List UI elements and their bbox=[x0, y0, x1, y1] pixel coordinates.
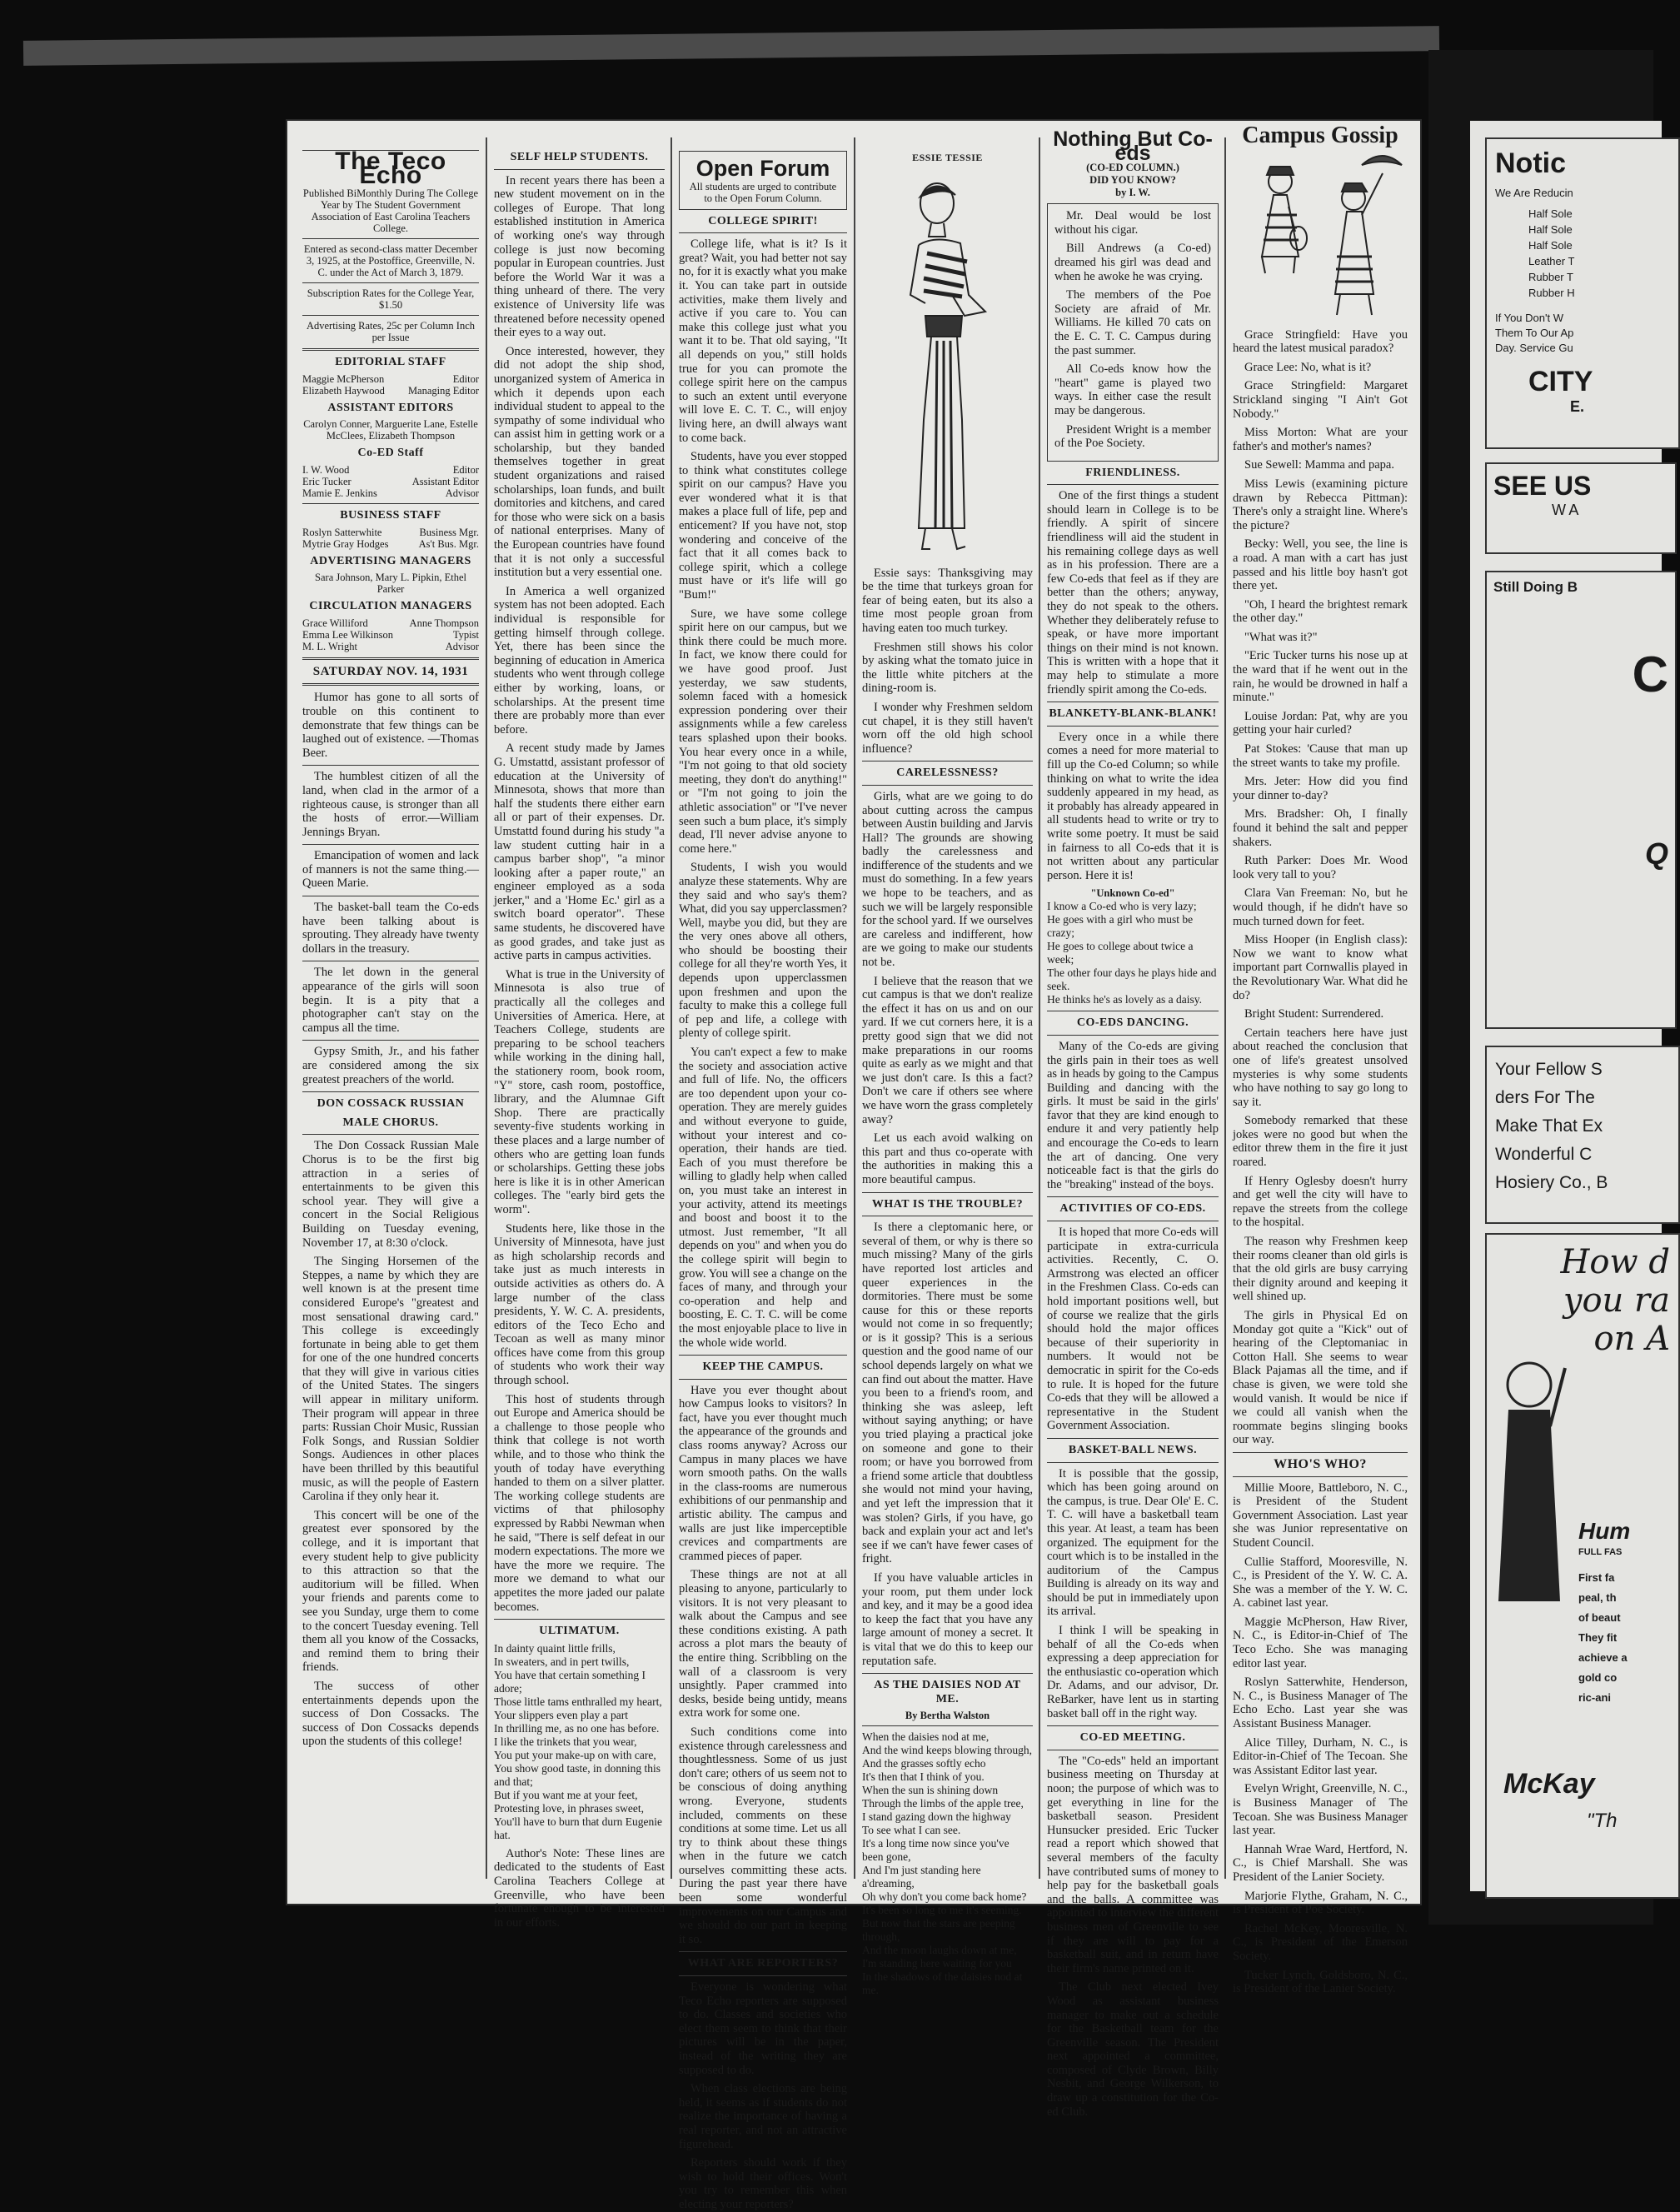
news-brief: The basket-ball team the Co-eds have been talking about is sprouting. They already have twenty dollars in the treasury. bbox=[302, 901, 479, 956]
divider bbox=[302, 282, 479, 283]
article-paragraph: What is true in the University of Minnesota is also true of practically all the colleges and Universities of America. Here, at Teachers College, students are preparing to be school teachers while working in the dining hall, the stationery room, book room, "Y" store, cash room, postoffice, library, and the Alumnae Gift Shop. There are practically seventy-five students working in these places and a large number of others who are getting loan funds or scholarships. Getting these jobs here is like it is in other American colleges. The "early bird gets the worm". bbox=[494, 967, 665, 1216]
two-women-gossiping-icon bbox=[1237, 148, 1403, 323]
divider bbox=[679, 1379, 847, 1380]
ad-line: Your Fellow S bbox=[1495, 1060, 1603, 1079]
gossip-illustration bbox=[1233, 148, 1408, 323]
article-paragraph: One of the first things a student should learn in College is to be friendly. A spirit of sincere friendliness will aid the student in his remaining college days as well as in his profession. There are a few Co-eds that feel as if they are better than the others; anyway, they do not speak to the others. Whether they deliberately refuse to speak, or have more important things on their mind is not known. This is written with a hope that it may help to stimulate a more friendly spirit among the Co-eds. bbox=[1047, 489, 1219, 697]
ad-lines bbox=[1495, 1243, 1670, 1358]
article-headline: SELF HELP STUDENTS. bbox=[510, 151, 649, 163]
masthead-published: Published BiMonthly During The College Year by The Student Government Association of East Carolina Teachers College. bbox=[302, 187, 479, 235]
divider bbox=[302, 315, 479, 316]
ad-item: Rubber H bbox=[1528, 287, 1575, 299]
section-title: Open Forum bbox=[695, 156, 830, 181]
still-doing-ad bbox=[1485, 571, 1677, 1029]
article-paragraph: When class elections are being held, it seems as if students do not realize the importance of having a real reporter, and not an attractive figurehead. bbox=[679, 2082, 847, 2151]
assistant-editors: Carolyn Conner, Marguerite Lane, Estelle McClees, Elizabeth Thompson bbox=[303, 418, 478, 442]
divider bbox=[302, 348, 479, 351]
article-paragraph: In America a well organized system has not been adopted. Each individual is responsible for getting himself through college. Yet, there has been since the beginning of education in America students who went through college either by working, loans, or scholarships. At the present time there are probably more than ever before. bbox=[494, 584, 665, 737]
ad-line: ders For The bbox=[1495, 1088, 1595, 1107]
section-title: Campus Gossip bbox=[1242, 122, 1398, 148]
ad-line: gold co bbox=[1578, 1671, 1618, 1684]
article-paragraph: Is there a cleptomanic here, or several of them, or why is there so much missing? Many of the girls have reported lost articles and queer experiences in the dormitories. There must be some cause for this or these reports would not come in so frequently; or is it gossip? This is a serious question and the good name of our school depends largely on what we can find out about the matter. Have you been to a friend's room, and thinking she was asleep, left without saying anything; or have you tried playing a practical joke on someone and gone to their room; or have you borrowed from a friend some article that doubtless she would not mind your having, and yet left the impression that it was stolen? Girls, if you have, go back and explain your act and let's see if we can't have fewer cases of fright. bbox=[862, 1221, 1033, 1566]
poem-line: To see what I can see. bbox=[862, 1824, 961, 1837]
staff-row: Grace Williford Anne Thompson bbox=[302, 617, 479, 629]
whos-who-entry: Millie Moore, Battleboro, N. C., is President of the Student Government Association. Last year she was Junior representative on Student Council. bbox=[1233, 1480, 1408, 1550]
divider bbox=[1047, 1196, 1219, 1197]
divider bbox=[679, 1975, 847, 1976]
gossip-item: "What was it?" bbox=[1244, 630, 1318, 644]
column-paragraph: The members of the Poe Society are afraid of Mr. Williams. He killed 70 cats on the E. C. T. C. Campus during the past summer. bbox=[1054, 288, 1211, 357]
article-paragraph: Once interested, however, they did not adopt the ship shod, unorganized system of America in which it depends upon each individual student to appeal to the sympathy of some individual who can assist him in getting work or a scholarship, but they banded themselves together in great student organizations and raised scholarships, loan funds, and built domitories and kitchens, and cared for those who were sick on a basis of national enterprises. Many of the European countries have found that it is not only a successful institution but a very essential one. bbox=[494, 344, 665, 580]
poem-line: You show good taste, in donning this and that; bbox=[494, 1761, 661, 1788]
gossip-item: Bright Student: Surrendered. bbox=[1244, 1007, 1384, 1021]
quote: Humor has gone to all sorts of trouble on this continent to demonstrate that few things can be laughed out of existence. —Thomas Beer. bbox=[302, 691, 479, 760]
quote: The humblest citizen of all the land, when clad in the armor of a righteous cause, is stronger than all the hosts of error.—William Jennings Bryan. bbox=[302, 770, 479, 839]
divider bbox=[302, 1134, 479, 1135]
poem-line: And the wind keeps blowing through, bbox=[862, 1744, 1032, 1757]
article-paragraph: Students, I wish you would analyze these statements. Why are they said and who say's them? What, did you say upperclassmen? Well, maybe you did, but they are the very ones above all others, who should be boosting their college for all they're worth Yes, it depends upon upperclassmen upon freshmen and upon the faculty to make this a college full of pep and life, a college with plenty of college spirit. bbox=[679, 861, 847, 1041]
ad-tail bbox=[1495, 311, 1670, 356]
teacher-figure-icon bbox=[1492, 1351, 1567, 1601]
ad-item: Leather T bbox=[1528, 255, 1575, 267]
section-title: Nothing But Co-eds bbox=[1053, 127, 1213, 165]
ad-letter: C bbox=[1632, 647, 1668, 702]
poem-lines bbox=[494, 1642, 665, 1842]
poem-byline: By Bertha Walston bbox=[905, 1710, 990, 1722]
divider bbox=[679, 1355, 847, 1356]
gossip-item: The girls in Physical Ed on Monday got quite a "Kick" out of hearing of the Cleptomaniac in Cotton Hall. She seems to wear Black Pajamas all the time, and if chase is given, we were told she would vanish. It would be nice if we could all vanish when the roommate begins slinging books our way. bbox=[1233, 1309, 1408, 1447]
article-paragraph: Every once in a while there comes a need for more material to fill up the Co-ed Column; so while thinking on what to write the idea suddenly appeared in my head, as it probably has already appeared in all students head to write or try to write some poetry. It must be said in fairness to all Co-eds that it is not written about any particular person. Here it is! bbox=[1047, 730, 1219, 882]
poem-line: But if you want me at your feet, bbox=[494, 1788, 638, 1801]
quote: Emancipation of women and lack of manners is not the same thing.—Queen Marie. bbox=[302, 849, 479, 891]
hosiery-ad bbox=[1485, 1046, 1680, 1224]
whos-who-entry: Alice Tilley, Durham, N. C., is Editor-in-Chief of The Tecoan. She was Assistant Editor last year. bbox=[1233, 1735, 1408, 1777]
divider bbox=[1047, 726, 1219, 727]
ad-line: Wonderful C bbox=[1495, 1145, 1593, 1164]
poem-line: In sweaters, and in pert twills, bbox=[494, 1655, 630, 1668]
article-paragraph: Many of the Co-eds are giving the girls pain in their toes as well as in heads by going to the Campus Building and dancing with the girls. It must be said in the girls' favor that they are kind enough to endure it and very patiently help and encourage the Co-eds to learn the art of dancing. One very noticeable fact is that the girls do the "breaking" instead of the boys. bbox=[1047, 1039, 1219, 1191]
poem-line: But now that the stars are peeping through, bbox=[862, 1917, 1015, 1944]
gossip-item: Louise Jordan: Pat, why are you getting your hair curled? bbox=[1233, 709, 1408, 737]
column-rule bbox=[854, 137, 855, 1879]
whos-who-entry: Marjorie Flythe, Graham, N. C., is President of Poe Society. bbox=[1233, 1889, 1408, 1917]
column-paragraph: All Co-eds know how the "heart" game is played two ways. In either case the result may be dangerous. bbox=[1054, 362, 1211, 417]
masthead-entered: Entered as second-class matter December 3, 1925, at the Postoffice, Greenville, N. C. under the Act of March 3, 1879. bbox=[303, 243, 478, 279]
poem-title: AS THE DAISIES NOD AT ME. bbox=[874, 1679, 1021, 1705]
divider bbox=[1233, 1476, 1408, 1477]
gossip-item: Becky: Well, you see, the line is a road. A man with a cart has just passed and his little boy hasn't got there yet. bbox=[1233, 537, 1408, 593]
article-paragraph: In recent years there has been a new student movement on in the colleges of Europe. That long established institution in America of working one's way through college is just now becoming popular in European countries. Just before the World War it was a thing unheard of there. The very existence of University life was threatened before necessity opened their eyes to a way out. bbox=[494, 173, 665, 340]
divider bbox=[1047, 1035, 1219, 1036]
divider bbox=[1233, 1452, 1408, 1453]
open-forum-box bbox=[679, 151, 847, 210]
article-headline: WHAT ARE REPORTERS? bbox=[687, 1957, 839, 1970]
coed-staff-heading: Co-ED Staff bbox=[357, 447, 424, 460]
poem-line: It's then that I think of you. bbox=[862, 1770, 985, 1784]
whos-who-entry: Tucker Lynch, Goldsboro, N. C., is President of the Lanier Society. bbox=[1233, 1968, 1408, 1996]
gossip-item: Miss Hooper (in English class): Now we want to know what important part Cornwallis played in the Revolutionary War. What did he do? bbox=[1233, 933, 1408, 1002]
poem-line: It's been so long to me it's seeming. bbox=[862, 1904, 1022, 1917]
article-headline: ACTIVITIES OF CO-EDS. bbox=[1059, 1202, 1206, 1216]
article-headline: BLANKETY-BLANK-BLANK! bbox=[1049, 707, 1217, 721]
article-paragraph: Reporters should work if they wish to hold their offices. Won't you try to remember this when electing your reporters? bbox=[679, 2156, 847, 2211]
article-paragraph: Have you ever thought about how Campus looks to visitors? In fact, have you ever thought much the appearance of the grounds and class rooms anyway? Across our Campus in many places we have worn smooth paths. On the walls in the class-rooms are numerous exhibitions of our penmanship and artistic ability. The campus and walls are just like imperceptible crevices and compartments are crammed pieces of paper. bbox=[679, 1383, 847, 1563]
mckay-ad bbox=[1485, 1233, 1680, 1899]
poem-line: I stand gazing down the highway bbox=[862, 1810, 1011, 1824]
staff-row: Maggie McPherson Editor bbox=[302, 372, 479, 385]
ad-line: They fit bbox=[1578, 1631, 1618, 1644]
woman-figure-icon bbox=[885, 170, 1010, 562]
ad-line: peal, th bbox=[1578, 1591, 1617, 1604]
article-paragraph: This concert will be one of the greatest ever sponsored by the college, and it is important that every student help to give publicity to this attraction so that the auditorium will be filled. When your friends and parents come to see you Sunday, urge them to come to the concert Tuesday evening. Tell them all you know of the Cossacks, and remind them to bring their friends. bbox=[302, 1508, 479, 1675]
ad-title: SEE US bbox=[1493, 471, 1592, 501]
column-paragraph: Bill Andrews (a Co-ed) dreamed his girl was dead and when he awoke he was crying. bbox=[1054, 242, 1211, 283]
ad-lines bbox=[1578, 1568, 1628, 1708]
article-headline: CO-EDS DANCING. bbox=[1076, 1016, 1189, 1030]
divider bbox=[862, 1673, 1033, 1674]
illustration-caption: ESSIE TESSIE bbox=[912, 152, 983, 163]
poem-line: He goes with a girl who must be crazy; bbox=[1047, 913, 1194, 940]
article-paragraph: If you have valuable articles in your room, put them under lock and key, and it may be a good idea to keep the fact that you have any large amount of money a secret. It is vital that we do this to keep our reputation safe. bbox=[862, 1570, 1033, 1668]
ad-line: Them To Our Ap bbox=[1495, 327, 1574, 339]
gossip-item: Mrs. Jeter: How did you find your dinner to-day? bbox=[1233, 775, 1408, 802]
ad-city-sub: E. bbox=[1570, 398, 1585, 415]
poem-line: He thinks he's as lovely as a daisy. bbox=[1047, 993, 1203, 1006]
poem-line: Through the limbs of the apple tree, bbox=[862, 1797, 1024, 1810]
poem-line: Those little tams enthralled my heart, bbox=[494, 1695, 662, 1708]
gossip-item: Certain teachers here have just about reached the conclusion that one of life's greatest unsolved mysteries is why some students who have nothing to say go long to say it. bbox=[1233, 1026, 1408, 1109]
divider bbox=[862, 1192, 1033, 1193]
staff-row: Mamie E. Jenkins Advisor bbox=[302, 487, 479, 499]
ad-line: achieve a bbox=[1578, 1651, 1628, 1664]
ad-tagline: "Th bbox=[1587, 1810, 1618, 1832]
did-you-know-box bbox=[1047, 203, 1219, 462]
business-staff-heading: BUSINESS STAFF bbox=[340, 508, 441, 522]
article-paragraph: The success of other entertainments depends upon the success of Don Cossacks. The success of Don Cossacks depends upon the students of this college! bbox=[302, 1679, 479, 1749]
ad-tagline: FULL FAS bbox=[1578, 1547, 1623, 1557]
ad-line: of beaut bbox=[1578, 1611, 1621, 1624]
divider bbox=[494, 1619, 665, 1620]
article-paragraph: These things are not at all pleasing to anyone, particularly to visitors. It is not very pleasant to walk about the Campus and see these conditions existing. A path across a plot mars the beauty of the entire thing. Scribbling on the wall of a classroom is very unsightly. Paper crammed into desks, beside being untidy, means extra work for some one. bbox=[679, 1568, 847, 1720]
poem-line: In the shadows of the daisies nod at me. bbox=[862, 1970, 1023, 1997]
divider bbox=[302, 503, 479, 504]
divider bbox=[302, 1040, 479, 1041]
section-byline: by I. W. bbox=[1115, 187, 1150, 199]
column-rule bbox=[671, 137, 672, 1879]
staff-row: M. L. Wright Advisor bbox=[302, 640, 479, 652]
section-subtitle: (CO-ED COLUMN.) bbox=[1086, 162, 1179, 174]
ad-line: on A bbox=[1593, 1320, 1670, 1358]
poem-line: He goes to college about twice a week; bbox=[1047, 940, 1194, 966]
article-paragraph: I believe that the reason that we cut campus is that we don't realize the effect it has on us and on our yard. If we cut corners here, it is a pretty good sign that we did not make preparations in our rooms quite as early as we might and that we just don't care. Is this a fact? Don't we care if others see where we have worn the grass completely away? bbox=[862, 974, 1033, 1126]
gossip-item: Miss Lewis (examining picture drawn by Rebecca Pittman): There's only a straight line. Where's the picture? bbox=[1233, 477, 1408, 532]
column-self-help bbox=[494, 146, 665, 1930]
article-paragraph: Students, have you ever stopped to think what constitutes college spirit on our campus? Have you ever wondered what it is that makes a place full of life, pep and enticement? If you have not, stop wondering and conceive of the fact that it all comes back to college spirit, which a college must have or it's life will go "Bum!" bbox=[679, 450, 847, 602]
divider bbox=[302, 1091, 479, 1092]
staff-row: Elizabeth Haywood Managing Editor bbox=[302, 384, 479, 397]
gossip-list bbox=[1233, 328, 1408, 1447]
column-paragraph: President Wright is a member of the Poe Society. bbox=[1054, 422, 1211, 451]
divider bbox=[862, 1725, 1033, 1726]
newspaper-page bbox=[287, 121, 1420, 2211]
ad-brand: McKay bbox=[1503, 1768, 1595, 1800]
gossip-item: Ruth Parker: Does Mr. Wood look very tall to you? bbox=[1233, 854, 1408, 881]
ad-line: you ra bbox=[1563, 1281, 1670, 1320]
poem-line: When the daisies nod at me, bbox=[862, 1730, 990, 1744]
gossip-item: Grace Stringfield: Margaret Strickland singing "I Ain't Got Nobody." bbox=[1233, 379, 1408, 421]
ad-lines bbox=[1495, 1056, 1670, 1197]
whos-who-entry: Cullie Stafford, Mooresville, N. C., is President of the Y. W. C. A. She was a member of the Y. W. C. A. cabinet last year. bbox=[1233, 1555, 1408, 1610]
gossip-item: "Oh, I heard the brightest remark the other day." bbox=[1233, 597, 1408, 626]
ad-line: How d bbox=[1560, 1243, 1670, 1281]
column-masthead bbox=[302, 146, 479, 1887]
gossip-item: Pat Stokes: 'Cause that man up the street wants to take my profile. bbox=[1233, 742, 1408, 770]
gossip-item: If Henry Oglesby doesn't hurry and get well the city will have to repave the streets from the college to the hospital. bbox=[1233, 1174, 1408, 1230]
divider bbox=[302, 844, 479, 845]
article-paragraph: Sure, we have some college spirit here on our campus, but we think there could be much more. In fact, we know there could for we have good proof. Just yesterday, we saw students, solemn faced with a homesick expression pondering over their assignments while a few careless tears splashed upon their books. You hear every once in a while, "I'm not going to that old society meeting, they don't do anything!" or "I'm not going to join the athletic association" or "I've never seen such a bum place, it's simply dead, I'll never advise anyone to come here." bbox=[679, 607, 847, 856]
circulation-managers-heading: CIRCULATION MANAGERS bbox=[309, 600, 472, 613]
divider bbox=[302, 238, 479, 239]
see-us-ad bbox=[1485, 462, 1677, 554]
column-open-forum bbox=[679, 146, 847, 2211]
column-paragraph: Mr. Deal would be lost without his cigar. bbox=[1054, 209, 1211, 237]
poem-lines bbox=[1047, 900, 1219, 1006]
ad-letter: Q bbox=[1644, 836, 1668, 871]
poem-line: Protesting love, in phrases sweet, bbox=[494, 1801, 644, 1815]
author-note: Author's Note: These lines are dedicated to the students of East Carolina Teachers College at Greenville, who have been fortunate enough to be interested in our efforts. bbox=[494, 1846, 665, 1930]
column-rule bbox=[486, 137, 487, 1879]
ad-items bbox=[1495, 206, 1670, 301]
news-brief: The let down in the general appearance of the girls will soon begin. It is a pity that a photographer can't stay on the campus all the time. bbox=[302, 966, 479, 1035]
divider bbox=[302, 657, 479, 660]
poem-line: Oh why don't you come back home? bbox=[862, 1890, 1027, 1904]
staff-row: Eric Tucker Assistant Editor bbox=[302, 475, 479, 487]
section-subtitle: DID YOU KNOW? bbox=[1089, 174, 1176, 187]
poem-line: I know a Co-ed who is very lazy; bbox=[1047, 900, 1197, 913]
divider bbox=[1047, 1725, 1219, 1726]
advertising-rate: Advertising Rates, 25c per Column Inch per Issue bbox=[306, 320, 476, 344]
poem-line: You'll have to burn that durn Eugenie hat. bbox=[494, 1815, 663, 1841]
ad-brand: Hum bbox=[1578, 1518, 1631, 1544]
ad-item: Half Sole bbox=[1528, 207, 1573, 220]
whos-who-entry: Evelyn Wright, Greenville, N. C., is Business Manager of The Tecoan. She was Business Manager last year. bbox=[1233, 1782, 1408, 1838]
gossip-item: Grace Stringfield: Have you heard the latest musical paradox? bbox=[1233, 327, 1408, 356]
ad-sub: WA bbox=[1552, 502, 1583, 518]
whos-who-entry: Roslyn Satterwhite, Henderson, N. C., is Business Manager of The Echo Echo. Last year she was Assistant Business Manager. bbox=[1233, 1675, 1408, 1731]
ad-line: First fa bbox=[1578, 1571, 1615, 1584]
article-paragraph: College life, what is it? Is it great? Wait, you had better not say no, for it is exactly what you make it. You can take part in outside activities, make them lively and active if you care to. You can make this college just what you want it to be. That old saying, "It all depends on you," still holds true for you can promote the college spirit here on the campus to such an extent until everyone will love E. C. T. C., will enjoy living here, an dwill always want to come back. bbox=[679, 237, 847, 445]
ad-line: We Are Reducin bbox=[1495, 187, 1573, 199]
gossip-item: Mrs. Bradsher: Oh, I finally found it behind the salt and pepper shakers. bbox=[1233, 807, 1408, 849]
news-brief: Gypsy Smith, Jr., and his father are considered among the six greatest preachers of the world. bbox=[302, 1045, 479, 1086]
ad-item: Half Sole bbox=[1528, 223, 1573, 236]
article-headline: WHO'S WHO? bbox=[1274, 1456, 1367, 1471]
poem-title: ULTIMATUM. bbox=[539, 1625, 620, 1638]
poem-line: Your slippers even play a part bbox=[494, 1708, 628, 1721]
article-headline: COLLEGE SPIRIT! bbox=[708, 214, 818, 227]
article-paragraph: The Don Cossack Russian Male Chorus is to be the first big attraction in a series of entertainments to be given this school year. They will give a concert in the Social Religious Building on Tuesday evening, November 17, at 8:30 o'clock. bbox=[302, 1139, 479, 1250]
gossip-item: Grace Lee: No, what is it? bbox=[1244, 360, 1372, 374]
divider bbox=[679, 1951, 847, 1952]
divider bbox=[1047, 1438, 1219, 1439]
subscription-rate: Subscription Rates for the College Year, $1.50 bbox=[307, 287, 475, 312]
article-paragraph: Everyone is wondering what Teco Echo reporters are supposed to do. Classes and societies who elect them seem to think that their pictures will be in the paper, instead of the writing they are supposed to do. bbox=[679, 1980, 847, 2077]
ad-line: Hosiery Co., B bbox=[1495, 1173, 1608, 1192]
ad-line: Make That Ex bbox=[1495, 1116, 1603, 1136]
gossip-item: "Eric Tucker turns his nose up at the ward that if he went out in the rain, he would be drowned in half a minute." bbox=[1233, 649, 1408, 705]
divider bbox=[679, 232, 847, 233]
advertising-managers-heading: ADVERTISING MANAGERS bbox=[310, 554, 471, 567]
divider bbox=[494, 169, 665, 170]
poem-line: When the sun is shining down bbox=[862, 1784, 999, 1797]
poem-lines bbox=[862, 1730, 1033, 1997]
whos-who-list bbox=[1233, 1481, 1408, 1996]
editorial-staff-heading: EDITORIAL STAFF bbox=[335, 356, 446, 369]
poem-line: You have that certain something I adore; bbox=[494, 1668, 646, 1695]
poem-title: "Unknown Co-ed" bbox=[1090, 887, 1175, 900]
gossip-item: Clara Van Freeman: No, but he would though, if he didn't have so much turned down for feet. bbox=[1233, 886, 1408, 928]
scan-edge bbox=[23, 26, 1439, 66]
fashion-illustration bbox=[862, 170, 1033, 562]
gossip-item: Somebody remarked that these jokes were no good but when the editor threw them in the fire it just roared. bbox=[1233, 1114, 1408, 1170]
section-intro: All students are urged to contribute to the Open Forum Column. bbox=[689, 180, 837, 204]
ad-item: Half Sole bbox=[1528, 239, 1573, 252]
gossip-item: Sue Sewell: Mamma and papa. bbox=[1244, 458, 1394, 472]
shoe-repair-notice-ad bbox=[1485, 137, 1680, 449]
poem-line: And I'm just standing here a'dreaming, bbox=[862, 1864, 981, 1890]
article-paragraph: Students here, like those in the University of Minnesota, have just as high scholarship records and take just as much interests in outside activities as others do. A large number of the class presidents, Y. W. C. A. presidents, editors of the Teco Echo and Tecoan as well as many minor offices have come from this group of students who work their way through school. bbox=[494, 1221, 665, 1388]
article-headline: MALE CHORUS. bbox=[342, 1116, 439, 1129]
poem-line: And the moon laughs down at me, bbox=[862, 1944, 1017, 1957]
article-paragraph: Let us each avoid walking on this part and thus co-operate with the authorities in making this a more beautiful campus. bbox=[862, 1131, 1033, 1186]
divider bbox=[1047, 1462, 1219, 1463]
ad-line: ric-ani bbox=[1578, 1691, 1612, 1704]
staff-row: I. W. Wood Editor bbox=[302, 463, 479, 476]
article-paragraph: This host of students through out Europe and America should be a challenge to those people who think that college is not worth while, and to those who think the youth of today have everything handed to them on a silver platter. The working college students are victims of that philosophy expressed by Rabbi Newman when he said, "There is self defeat in our modern expectations. The more we have the more we require. The more we demand to what our appetites the more jaded our palate becomes. bbox=[494, 1392, 665, 1614]
masthead-title: The Teco Echo bbox=[335, 147, 446, 189]
poem-line: You put your make-up on with care, bbox=[494, 1748, 656, 1761]
ad-line: Day. Service Gu bbox=[1495, 342, 1573, 354]
poem-line: It's a long time now since you've been gone, bbox=[862, 1837, 1009, 1864]
poem-line: And the grasses softly echo bbox=[862, 1757, 986, 1770]
article-headline: WHAT IS THE TROUBLE? bbox=[871, 1197, 1024, 1211]
column-paragraph: Essie says: Thanksgiving may be the time that turkeys groan for fear of being eaten, but its also a time most people groan from having eaten too much turkey. bbox=[862, 566, 1033, 635]
article-headline: DON COSSACK RUSSIAN bbox=[317, 1097, 465, 1111]
poem-line: I like the trinkets that you wear, bbox=[494, 1735, 637, 1748]
article-headline: CO-ED MEETING. bbox=[1079, 1731, 1186, 1745]
divider bbox=[302, 683, 479, 686]
article-headline: CARELESSNESS? bbox=[896, 766, 999, 780]
whos-who-entry: Hannah Wrae Ward, Hertford, N. C., is Chief Marshall. She was President of the Lanier Society. bbox=[1233, 1842, 1408, 1884]
article-paragraph: Such conditions come into existence through carelessness and thoughtlessness. Some of us just don't care; others of us seem not to be conscious of doing anything wrong. Everyone, students included, comments on these conditions at some time. Let us all try to think about these things when in the future we catch ourselves committing these acts. During the past year there have been some wonderful improvements on our Campus and we should do our part in keeping it so. bbox=[679, 1725, 847, 1946]
article-headline: BASKET-BALL NEWS. bbox=[1068, 1443, 1198, 1456]
column-paragraph: I wonder why Freshmen seldom cut chapel, it is they still haven't worn off the old high school influence? bbox=[862, 700, 1033, 756]
column-coeds bbox=[1047, 127, 1219, 2119]
column-campus-gossip bbox=[1233, 122, 1408, 1996]
whos-who-entry: Maggie McPherson, Haw River, N. C., is Editor-in-Chief of The Teco Echo. She was managing editor last year. bbox=[1233, 1615, 1408, 1670]
article-paragraph: A recent study made by James G. Umstattd, assistant professor of education at the University of Minnesota, shows that more than half the students there either earn all or part of their expenses. Dr. Umstattd found during his study "a law student cutting hair in a campus barber shop", "a minor looking after a paper route," an engineer employed as a soda jerker," and a 'Home Ec.' girl as a switch board operator". These same students, he discovered have as good grades, and take just as active parts in campus activities. bbox=[494, 741, 665, 963]
article-headline: KEEP THE CAMPUS. bbox=[702, 1361, 824, 1374]
ad-item: Rubber T bbox=[1528, 271, 1573, 283]
column-paragraph: Freshmen still shows his color by asking what the tomato juice in the little white pitchers at the dining-room is. bbox=[862, 640, 1033, 696]
ad-title: Still Doing B bbox=[1493, 579, 1578, 595]
divider bbox=[302, 765, 479, 766]
article-headline: FRIENDLINESS. bbox=[1085, 466, 1180, 479]
article-paragraph: It is possible that the gossip, which has been going around on the campus, is true. Dear Ole' E. C. T. C. will have a basketball team this year. At least, a team has been organized. The equipment for the court which is to be installed in the auditorium of the Campus Building is already on its way and should be put in immediately upon its arrival. bbox=[1047, 1466, 1219, 1619]
article-paragraph: The "Co-eds" held an important business meeting on Thursday at noon; the purpose of which was to get everything in line for the basketball season. President Hunsucker presided. Eric Tucker read a report which showed that several members of the faculty have contributed sums of money to help pay for the basketball goals and the balls. A committee was appointed to interview the different business men of Greenville to see if they are will to pay for a basketball suit, and in return have their firm's name printed on it. bbox=[1047, 1754, 1219, 1975]
article-paragraph: Girls, what are we going to do about cutting across the campus between Austin building and Jarvis Hall? The grounds are showing badly the carelessness and indifference of the students and we must do something. In a few years we hope to be teachers, and as such we will be largely responsible for the school yard. If we ourselves are careless and indifferent, how are we going to make our students not be. bbox=[862, 789, 1033, 970]
staff-row: Mytrie Gray Hodges As't Bus. Mgr. bbox=[302, 537, 479, 550]
column-rule bbox=[1224, 137, 1226, 1879]
article-paragraph: You can't expect a few to make the society and association active and full of life. No, the officers are too dependent upon your co-operation. They are merely guides and without everyone to guide, without your interest and co-operation, their hands are tied. Each of you must therefore be willing to gladly help when called on, you must take an interest in your activity, attend its meetings and boost and boost it to the utmost. Just remember, "It all depends on you" and when you do the college spirit will begin to grow. You will see a change on the faces of many, and through your co-operation and help and boosting, E. C. T. C. will be come the most enjoyable place to live in the whole wide world. bbox=[679, 1046, 847, 1350]
gossip-item: The reason why Freshmen keep their rooms cleaner than old girls is that the old girls are busy carrying their dignity around and keeping it well shined up. bbox=[1233, 1235, 1408, 1304]
staff-row: Emma Lee Wilkinson Typist bbox=[302, 628, 479, 641]
poem-line: In dainty quaint little frills, bbox=[494, 1641, 616, 1655]
dateline: SATURDAY NOV. 14, 1931 bbox=[312, 664, 469, 678]
article-paragraph: The Club next elected Ivey Wood as assistant business manager to make out a schedule for the Basketball team for the Greenville season. The President next appointed a committee, composed of Clyde Brown, Billy Nesbit, and George Wilkerson, to draw up a constitution for the Co-ed Club. bbox=[1047, 1980, 1219, 2119]
article-paragraph: The Singing Horsemen of the Steppes, a name by which they are well known is at the present time considered Europe's "greatest and most sensational drawing card." This college is exceedingly fortunate in being able to get them for one of the one hundred concerts that they will give in various cities of the United States. The singers will appear in military uniform. Their program will appear in three parts: Russian Choir Music, Russian Folk Songs, and Russian Soldier Songs. Audiences in other places have been thrilled by this beautiful music, as will the people of Eastern Carolina if they only hear it. bbox=[302, 1255, 479, 1504]
advertising-managers: Sara Johnson, Mary L. Pipkin, Ethel Parker bbox=[315, 572, 466, 596]
poem-line: I'm standing here waiting for you bbox=[862, 1957, 1012, 1970]
divider bbox=[862, 785, 1033, 786]
ad-line: If You Don't W bbox=[1495, 312, 1563, 324]
whos-who-entry: Rachel McKey, Mooresville, N. C., is President of the Emerson Society. bbox=[1233, 1921, 1408, 1963]
assistant-editors-heading: ASSISTANT EDITORS bbox=[327, 401, 454, 414]
divider bbox=[1047, 484, 1219, 485]
article-paragraph: I think I will be speaking in behalf of all the Co-eds when expressing a deep appreciation for the enthusiastic co-operation which Dr. Adams, and our advisor, Dr. ReBarker, have lent us in starting basket ball off in the right way. bbox=[1047, 1624, 1219, 1720]
ad-city: CITY bbox=[1528, 366, 1593, 397]
column-rule bbox=[1039, 137, 1040, 1879]
column-essie-tessie bbox=[862, 146, 1033, 1997]
ad-title: Notic bbox=[1495, 147, 1566, 179]
staff-row: Roslyn Satterwhite Business Mgr. bbox=[302, 526, 479, 538]
gossip-item: Miss Morton: What are your father's and mother's names? bbox=[1233, 426, 1408, 453]
adjacent-page bbox=[1470, 121, 1670, 1891]
article-paragraph: It is hoped that more Co-eds will participate in extra-curricula activities. Recently, C. O. Armstrong was elected an officer in the Freshmen Class. Co-eds can hold important positions well, but of course we realize that the girls should hold the major offices because of their superiority in numbers. It would not be democratic in spirit for the Co-eds to rule. It is hoped for the future Co-eds that they will be allowed a representative in the Student Government Association. bbox=[1047, 1226, 1219, 1433]
poem-line: In thrilling me, as no one has before. bbox=[494, 1721, 660, 1735]
poem-line: The other four days he plays hide and seek. bbox=[1047, 966, 1217, 993]
